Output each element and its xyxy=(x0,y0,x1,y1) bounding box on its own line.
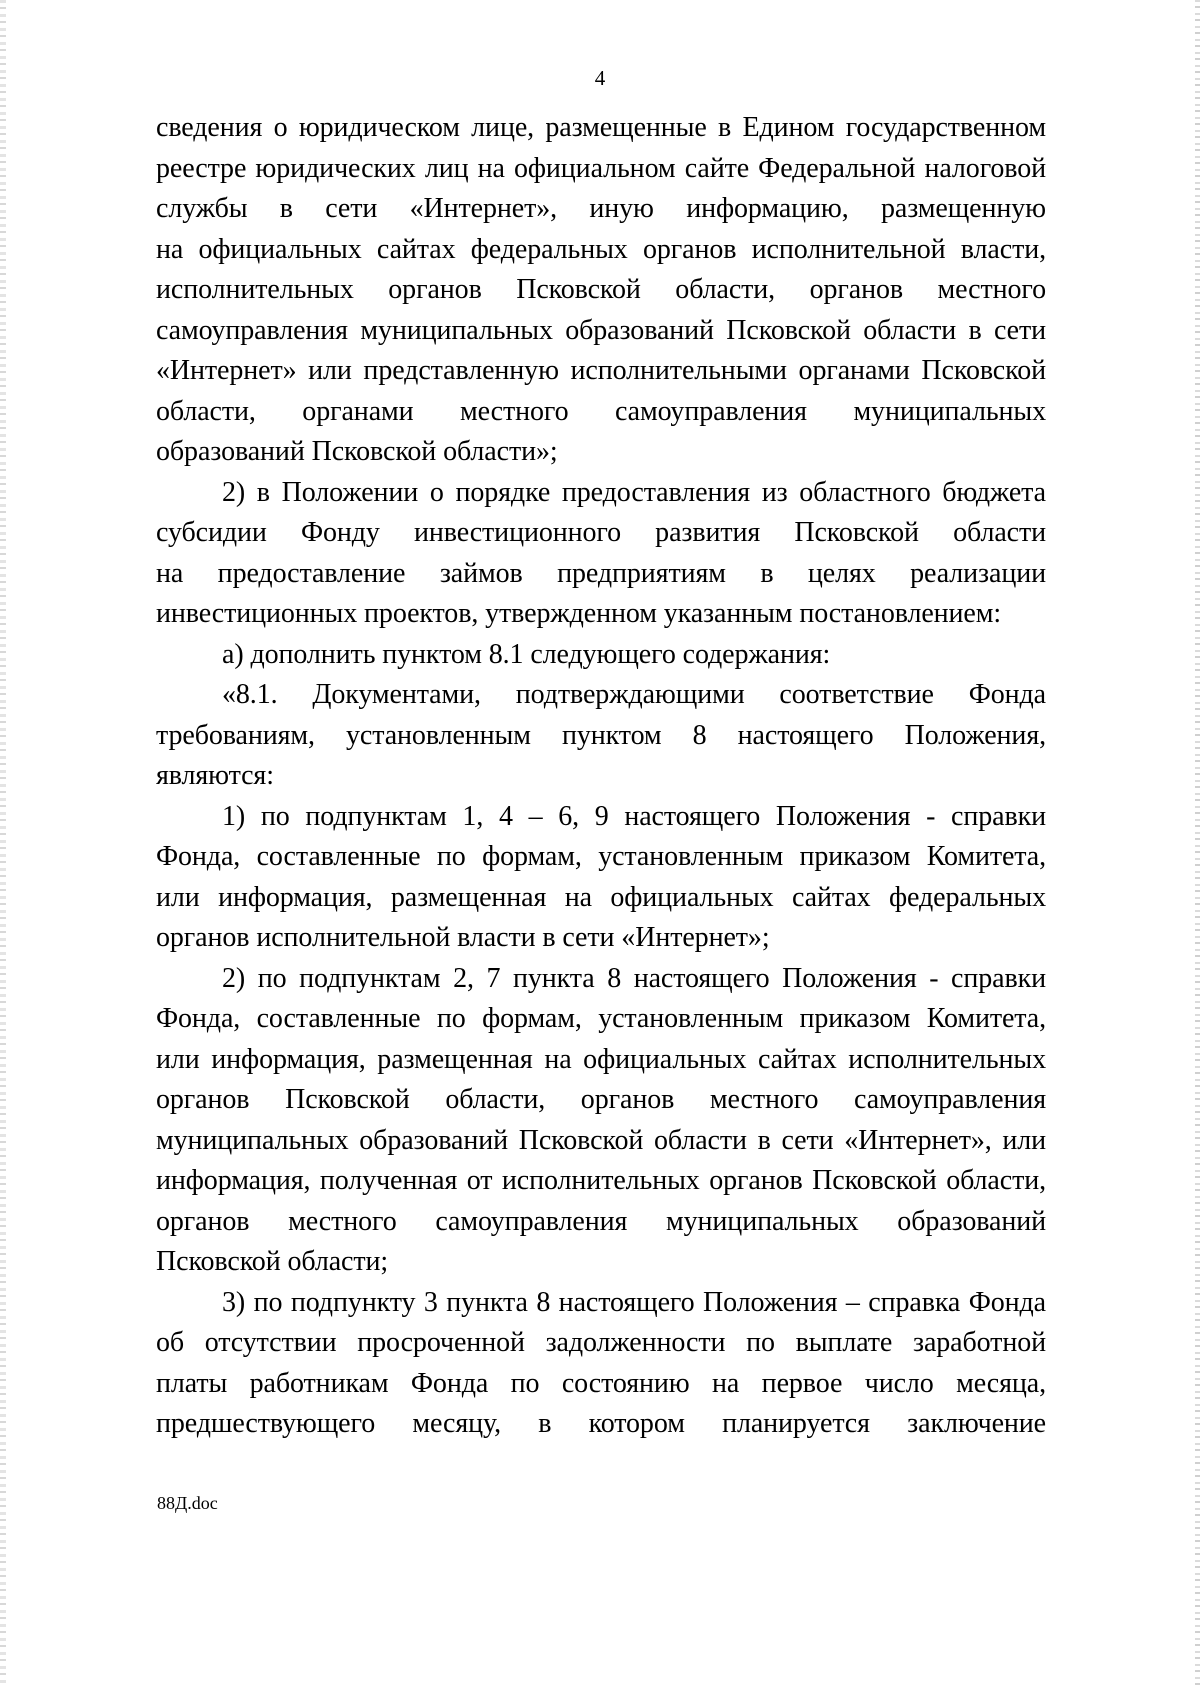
text-line: являются: xyxy=(156,760,274,791)
text-line: исполнительных органов Псковской области, органов местного xyxy=(156,274,1046,305)
text-line: субсидии Фонду инвестиционного развития Псковской области xyxy=(156,517,1046,548)
text-line: «Интернет» или представленную исполнительными органами Псковской xyxy=(156,355,1046,386)
text-line: службы в сети «Интернет», иную информацию, размещенную xyxy=(156,193,1046,224)
text-line: требованиям, установленным пунктом 8 настоящего Положения, xyxy=(156,719,1046,751)
document-body xyxy=(156,108,1046,1445)
text-line: 2) в Положении о порядке предоставления из областного бюджета xyxy=(222,476,1046,508)
text-line: а) дополнить пунктом 8.1 следующего содержания: xyxy=(222,638,831,670)
paragraph xyxy=(156,473,1046,635)
text-line: Фонда, составленные по формам, установленным приказом Комитета, xyxy=(156,1003,1046,1034)
scan-edge-left xyxy=(0,0,6,1686)
paragraph xyxy=(156,959,1046,1283)
page-number: 4 xyxy=(594,66,606,90)
text-line: органов исполнительной власти в сети «Интернет»; xyxy=(156,922,770,953)
text-line: информация, полученная от исполнительных органов Псковской области, xyxy=(156,1165,1046,1196)
text-line: реестре юридических лиц на официальном сайте Федеральной налоговой xyxy=(156,152,1046,184)
text-line: сведения о юридическом лице, размещенные в Едином государственном xyxy=(156,112,1046,143)
text-line: на официальных сайтах федеральных органов исполнительной власти, xyxy=(156,233,1046,265)
text-line: области, органами местного самоуправления муниципальных xyxy=(156,395,1046,427)
text-line: 3) по подпункту 3 пункта 8 настоящего Положения – справка Фонда xyxy=(222,1286,1046,1318)
text-line: органов местного самоуправления муниципальных образований xyxy=(156,1205,1046,1237)
text-line: «8.1. Документами, подтверждающими соответствие Фонда xyxy=(222,679,1046,710)
text-line: или информация, размещенная на официальных сайтах исполнительных xyxy=(156,1043,1046,1075)
text-line: предшествующего месяцу, в котором планируется заключение xyxy=(156,1408,1046,1439)
footer-filename: 88Д.doc xyxy=(157,1493,218,1513)
text-line: муниципальных образований Псковской области в сети «Интернет», или xyxy=(156,1124,1046,1156)
paragraph xyxy=(156,108,1046,473)
text-line: 2) по подпунктам 2, 7 пункта 8 настоящего Положения - справки xyxy=(222,962,1046,994)
text-line: или информация, размещенная на официальных сайтах федеральных xyxy=(156,881,1046,913)
paragraph xyxy=(156,797,1046,959)
text-line: на предоставление займов предприятиям в целях реализации xyxy=(156,557,1046,589)
text-line: 1) по подпунктам 1, 4 – 6, 9 настоящего Положения - справки xyxy=(222,800,1046,832)
text-line: Фонда, составленные по формам, установленным приказом Комитета, xyxy=(156,841,1046,872)
text-line: органов Псковской области, органов местного самоуправления xyxy=(156,1084,1046,1115)
paragraph xyxy=(156,1283,1046,1445)
text-line: Псковской области; xyxy=(156,1246,389,1277)
text-line: об отсутствии просроченной задолженности по выплате заработной xyxy=(156,1327,1046,1358)
paragraph xyxy=(156,675,1046,797)
text-line: самоуправления муниципальных образований Псковской области в сети xyxy=(156,314,1046,346)
text-line: образований Псковской области»; xyxy=(156,436,558,467)
text-line: инвестиционных проектов, утвержденном указанным постановлением: xyxy=(156,598,1002,629)
scan-edge-right xyxy=(1195,0,1200,1686)
text-line: платы работникам Фонда по состоянию на первое число месяца, xyxy=(156,1367,1046,1399)
paragraph xyxy=(156,635,1046,676)
